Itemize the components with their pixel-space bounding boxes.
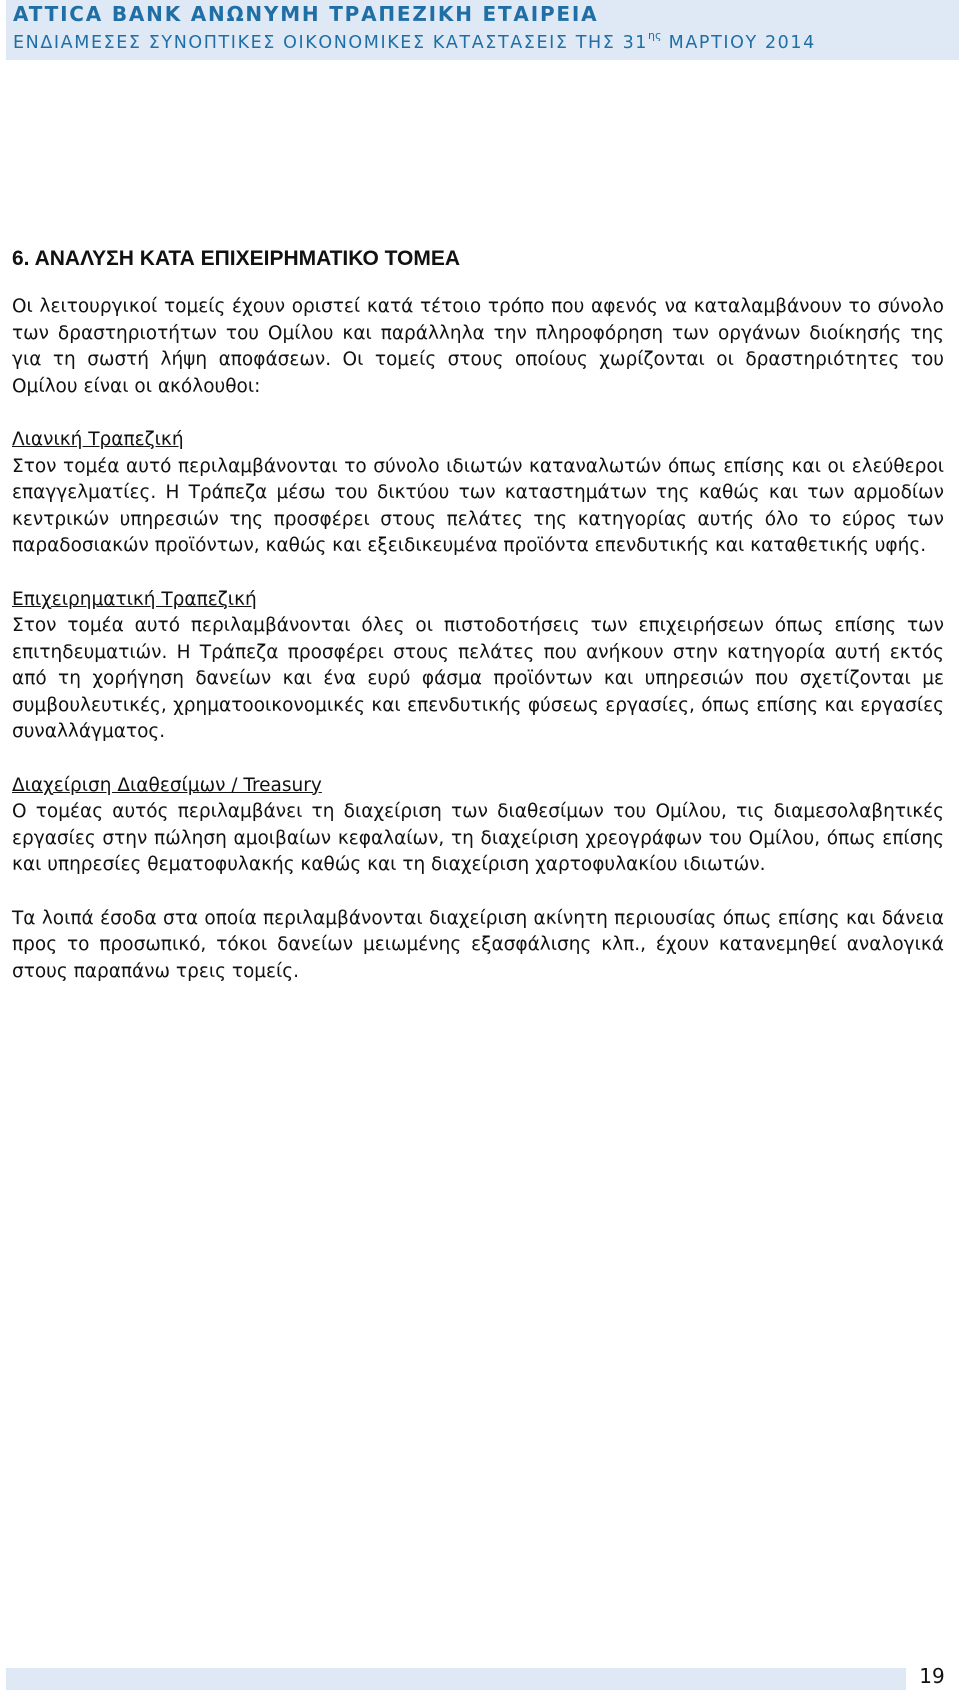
report-subtitle <box>13 29 816 53</box>
treasury-paragraph: Ο τομέας αυτός περιλαμβάνει τη διαχείριση των διαθεσίμων του Ομίλου, τις διαμεσολαβητικές εργασίες στην πώληση αμοιβαίων κεφαλαίων, τη διαχείριση χρεογράφων του Ομίλου, όπως επίσης και υπηρεσίες θεματοφυλακής καθώς και τη διαχείριση χαρτοφυλακίου ιδιωτών. <box>12 801 944 875</box>
corporate-heading: Επιχειρηματική Τραπεζική <box>12 588 257 610</box>
page-number: 19 <box>919 1664 945 1688</box>
subtitle-ordinal: ης <box>648 29 662 42</box>
closing-paragraph: Τα λοιπά έσοδα στα οποία περιλαμβάνονται διαχείριση ακίνητη περιουσίας όπως επίσης και δάνεια προς το προσωπικό, τόκοι δανείων μειωμένης εξασφάλισης κλπ., έχουν κατανεμηθεί αναλογικά στους παραπάνω τρεις τομείς. <box>12 907 944 982</box>
intro-paragraph: Οι λειτουργικοί τομείς έχουν οριστεί κατά τέτοιο τρόπο που αφενός να καταλαμβάνουν το σύνολο των δραστηριοτήτων του Ομίλου και παράλληλα την πληροφόρηση των οργάνων διοίκησής της για τη σωστή λήψη αποφάσεων. Οι τομείς στους οποίους χωρίζονται οι δραστηριότητες του Ομίλου είναι οι ακόλουθοι: <box>12 296 944 397</box>
footer-bar <box>6 1668 906 1690</box>
retail-heading: Λιανική Τραπεζική <box>12 429 184 450</box>
subtitle-suffix: ΜΑΡΤΙΟΥ 2014 <box>661 33 816 53</box>
subtitle-prefix: ΕΝΔΙΑΜΕΣΕΣ ΣΥΝΟΠΤΙΚΕΣ ΟΙΚΟΝΟΜΙΚΕΣ ΚΑΤΑΣΤΑΣΕΙΣ ΤΗΣ 31 <box>13 33 649 53</box>
section-title: 6. ΑΝΑΛΥΣΗ ΚΑΤΑ ΕΠΙΧΕΙΡΗΜΑΤΙΚΟ ΤΟΜΕΑ <box>12 247 461 270</box>
treasury-heading: Διαχείριση Διαθεσίμων / Treasury <box>12 774 322 796</box>
retail-paragraph: Στον τομέα αυτό περιλαμβάνονται το σύνολο ιδιωτών καταναλωτών όπως επίσης και οι ελεύθεροι επαγγελματίες. Η Τράπεζα μέσω του δικτύου των καταστημάτων της καθώς και των αρμοδίων κεντρικών υπηρεσιών της προσφέρει στους πελάτες της κατηγορίας αυτής όλο το εύρος των παραδοσιακών προϊόντων, καθώς και εξειδικευμένα προϊόντα επενδυτικής και καταθετικής υφής. <box>12 455 944 556</box>
document-body <box>12 246 944 985</box>
corporate-paragraph: Στον τομέα αυτό περιλαμβάνονται όλες οι πιστοδοτήσεις των επιχειρήσεων όπως επίσης των επιτηδευματιών. Η Τράπεζα προσφέρει στους πελάτες που ανήκουν στην κατηγορία αυτή εκτός από τη χορήγηση δανείων και ένα ευρύ φάσμα προϊόντων και υπηρεσιών που σχετίζονται με συμβουλευτικές, χρηματοοικονομικές και επενδυτικής φύσεως εργασίες, όπως επίσης και εργασίες συναλλάγματος. <box>12 615 944 742</box>
company-name: ATTICA BANK ΑΝΩΝΥΜΗ ΤΡΑΠΕΖΙΚΗ ΕΤΑΙΡΕΙΑ <box>13 2 599 26</box>
header-banner <box>6 0 959 60</box>
